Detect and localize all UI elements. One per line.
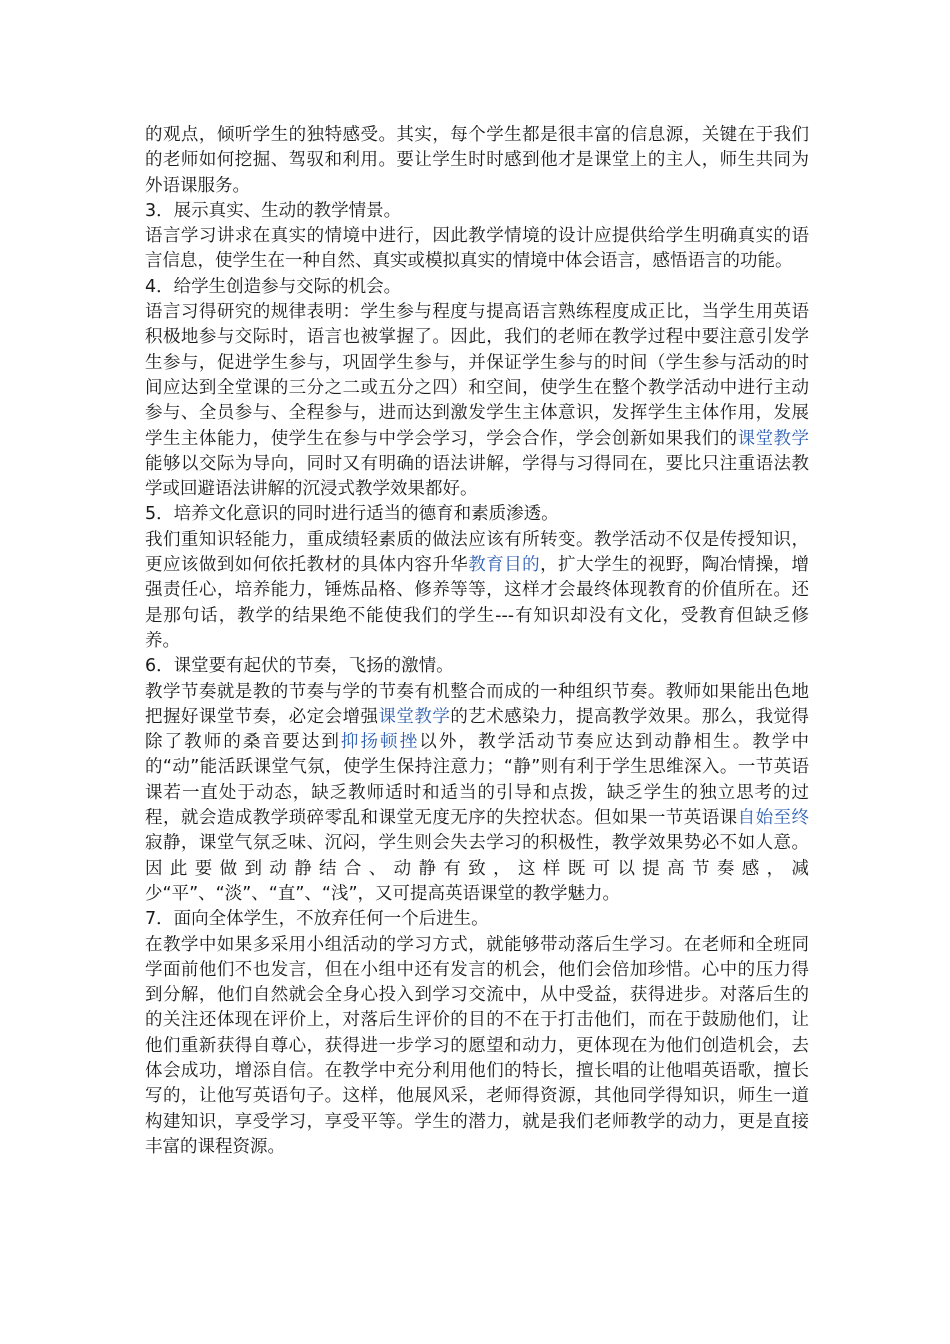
text-segment: ，扩大学生的视野，陶冶情操，增强责任心，培养能力，锤炼品格、修养等等，这样才会最终体现教育的价值所在。还是那句话，教学的结果绝不能使我们的学生---有知识却没有文化，受教育但缺乏修养。 bbox=[145, 555, 810, 651]
text-segment: 在教学中如果多采用小组活动的学习方式，就能够带动落后生学习。在老师和全班同学面前他们不也发言，但在小组中还有发言的机会，他们会倍加珍惜。心中的压力得到分解，他们自然就会全身心投入到学习交流中，从中受益，获得进步。对落后生的的关注还体现在评价上，对落后生评价的目的不在于打击他们，而在于鼓励他们，让他们重新获得自尊心，获得进一步学习的愿望和动力，更体现在为他们创造机会，去体会成功，增添自信。在教学中充分利用他们的特长，擅长唱的让他唱英语歌，擅长写的，让他写英语句子。这样，他展风采，老师得资源，其他同学得知识，师生一道构建知识，享受学习，享受平等。学生的潜力，就是我们老师教学的动力，更是直接丰富的课程资源。 bbox=[145, 934, 809, 1157]
text-segment: 教学节奏就是教的节奏与学的节奏有机整合而成的一种组织节奏。教师如果能出色地把握好课堂节奏，必定会增强 bbox=[145, 681, 809, 727]
text-segment: 7．面向全体学生，不放弃任何一个后进生。 bbox=[145, 909, 489, 930]
text-segment: 的艺术感染力，提高教学效果。那么，我觉得除了教师的桑音要达到 bbox=[145, 706, 810, 753]
heading-6 bbox=[145, 654, 809, 679]
text-segment: 5．培养文化意识的同时进行适当的德育和素质渗透。 bbox=[145, 504, 559, 525]
paragraph-p7 bbox=[145, 933, 809, 1161]
text-segment: 3．展示真实、生动的教学情景。 bbox=[145, 200, 402, 221]
text-segment: 我们重知识轻能力，重成绩轻素质的做法应该有所转变。教学活动不仅是传授知识，更应该做到如何依托教材的具体内容升华 bbox=[145, 529, 809, 576]
text-segment: 4．给学生创造参与交际的机会。 bbox=[145, 276, 402, 297]
heading-3 bbox=[145, 199, 809, 224]
paragraph-p5 bbox=[145, 528, 809, 654]
hyperlink[interactable]: 抑扬顿挫 bbox=[340, 732, 420, 753]
text-segment: 寂静，课堂气氛乏味、沉闷，学生则会失去学习的积极性，教学效果势必不如人意。因此要做到动静结合、动静有致，这样既可以提高节奏感，减少“平”、“淡”、“直”、“浅”，又可提高英语课堂的教学魅力。 bbox=[145, 833, 809, 904]
text-segment: 6．课堂要有起伏的节奏，飞扬的激情。 bbox=[145, 656, 454, 677]
text-segment: 语言学习讲求在真实的情境中进行，因此教学情境的设计应提供给学生明确真实的语言信息，使学生在一种自然、真实或模拟真实的情境中体会语言，感悟语言的功能。 bbox=[145, 226, 809, 272]
text-segment: 以外，教学活动节奏应达到动静相生。教学中的“动”能活跃课堂气氛，使学生保持注意力；“静”则有利于学生思维深入。一节英语课若一直处于动态，缺乏教师适时和适当的引导和点拨，缺乏学生的独立思考的过程，就会造成教学琐碎零乱和课堂无度无序的失控状态。但如果一节英语课 bbox=[145, 732, 810, 829]
text-segment: 的观点，倾听学生的独特感受。其实，每个学生都是很丰富的信息源，关键在于我们的老师如何挖掘、驾驭和利用。要让学生时时感到他才是课堂上的主人，师生共同为外语课服务。 bbox=[145, 125, 809, 196]
paragraph-p3 bbox=[145, 224, 809, 275]
paragraph-p1 bbox=[145, 123, 809, 199]
document-page bbox=[145, 123, 809, 1160]
heading-7 bbox=[145, 907, 809, 932]
text-segment: 能够以交际为导向，同时又有明确的语法讲解，学得与习得同在，要比只注重语法教学或回避语法讲解的沉浸式教学效果都好。 bbox=[145, 453, 809, 500]
paragraph-p4 bbox=[145, 300, 809, 502]
hyperlink[interactable]: 课堂教学 bbox=[737, 428, 809, 449]
hyperlink[interactable]: 课堂教学 bbox=[378, 706, 451, 727]
heading-4 bbox=[145, 275, 809, 300]
paragraph-p6 bbox=[145, 680, 809, 908]
text-segment: 语言习得研究的规律表明：学生参与程度与提高语言熟练程度成正比，当学生用英语积极地参与交际时，语言也被掌握了。因此，我们的老师在教学过程中要注意引发学生参与，促进学生参与，巩固学生参与，并保证学生参与的时间（学生参与活动的时间应达到全堂课的三分之二或五分之四）和空间，使学生在整个教学活动中进行主动参与、全员参与、全程参与，进而达到激发学生主体意识，发挥学生主体作用，发展学生主体能力，使学生在参与中学会学习，学会合作，学会创新如果我们的 bbox=[145, 302, 809, 449]
hyperlink[interactable]: 教育目的 bbox=[468, 555, 541, 576]
hyperlink[interactable]: 自始至终 bbox=[737, 808, 809, 829]
heading-5 bbox=[145, 502, 809, 527]
